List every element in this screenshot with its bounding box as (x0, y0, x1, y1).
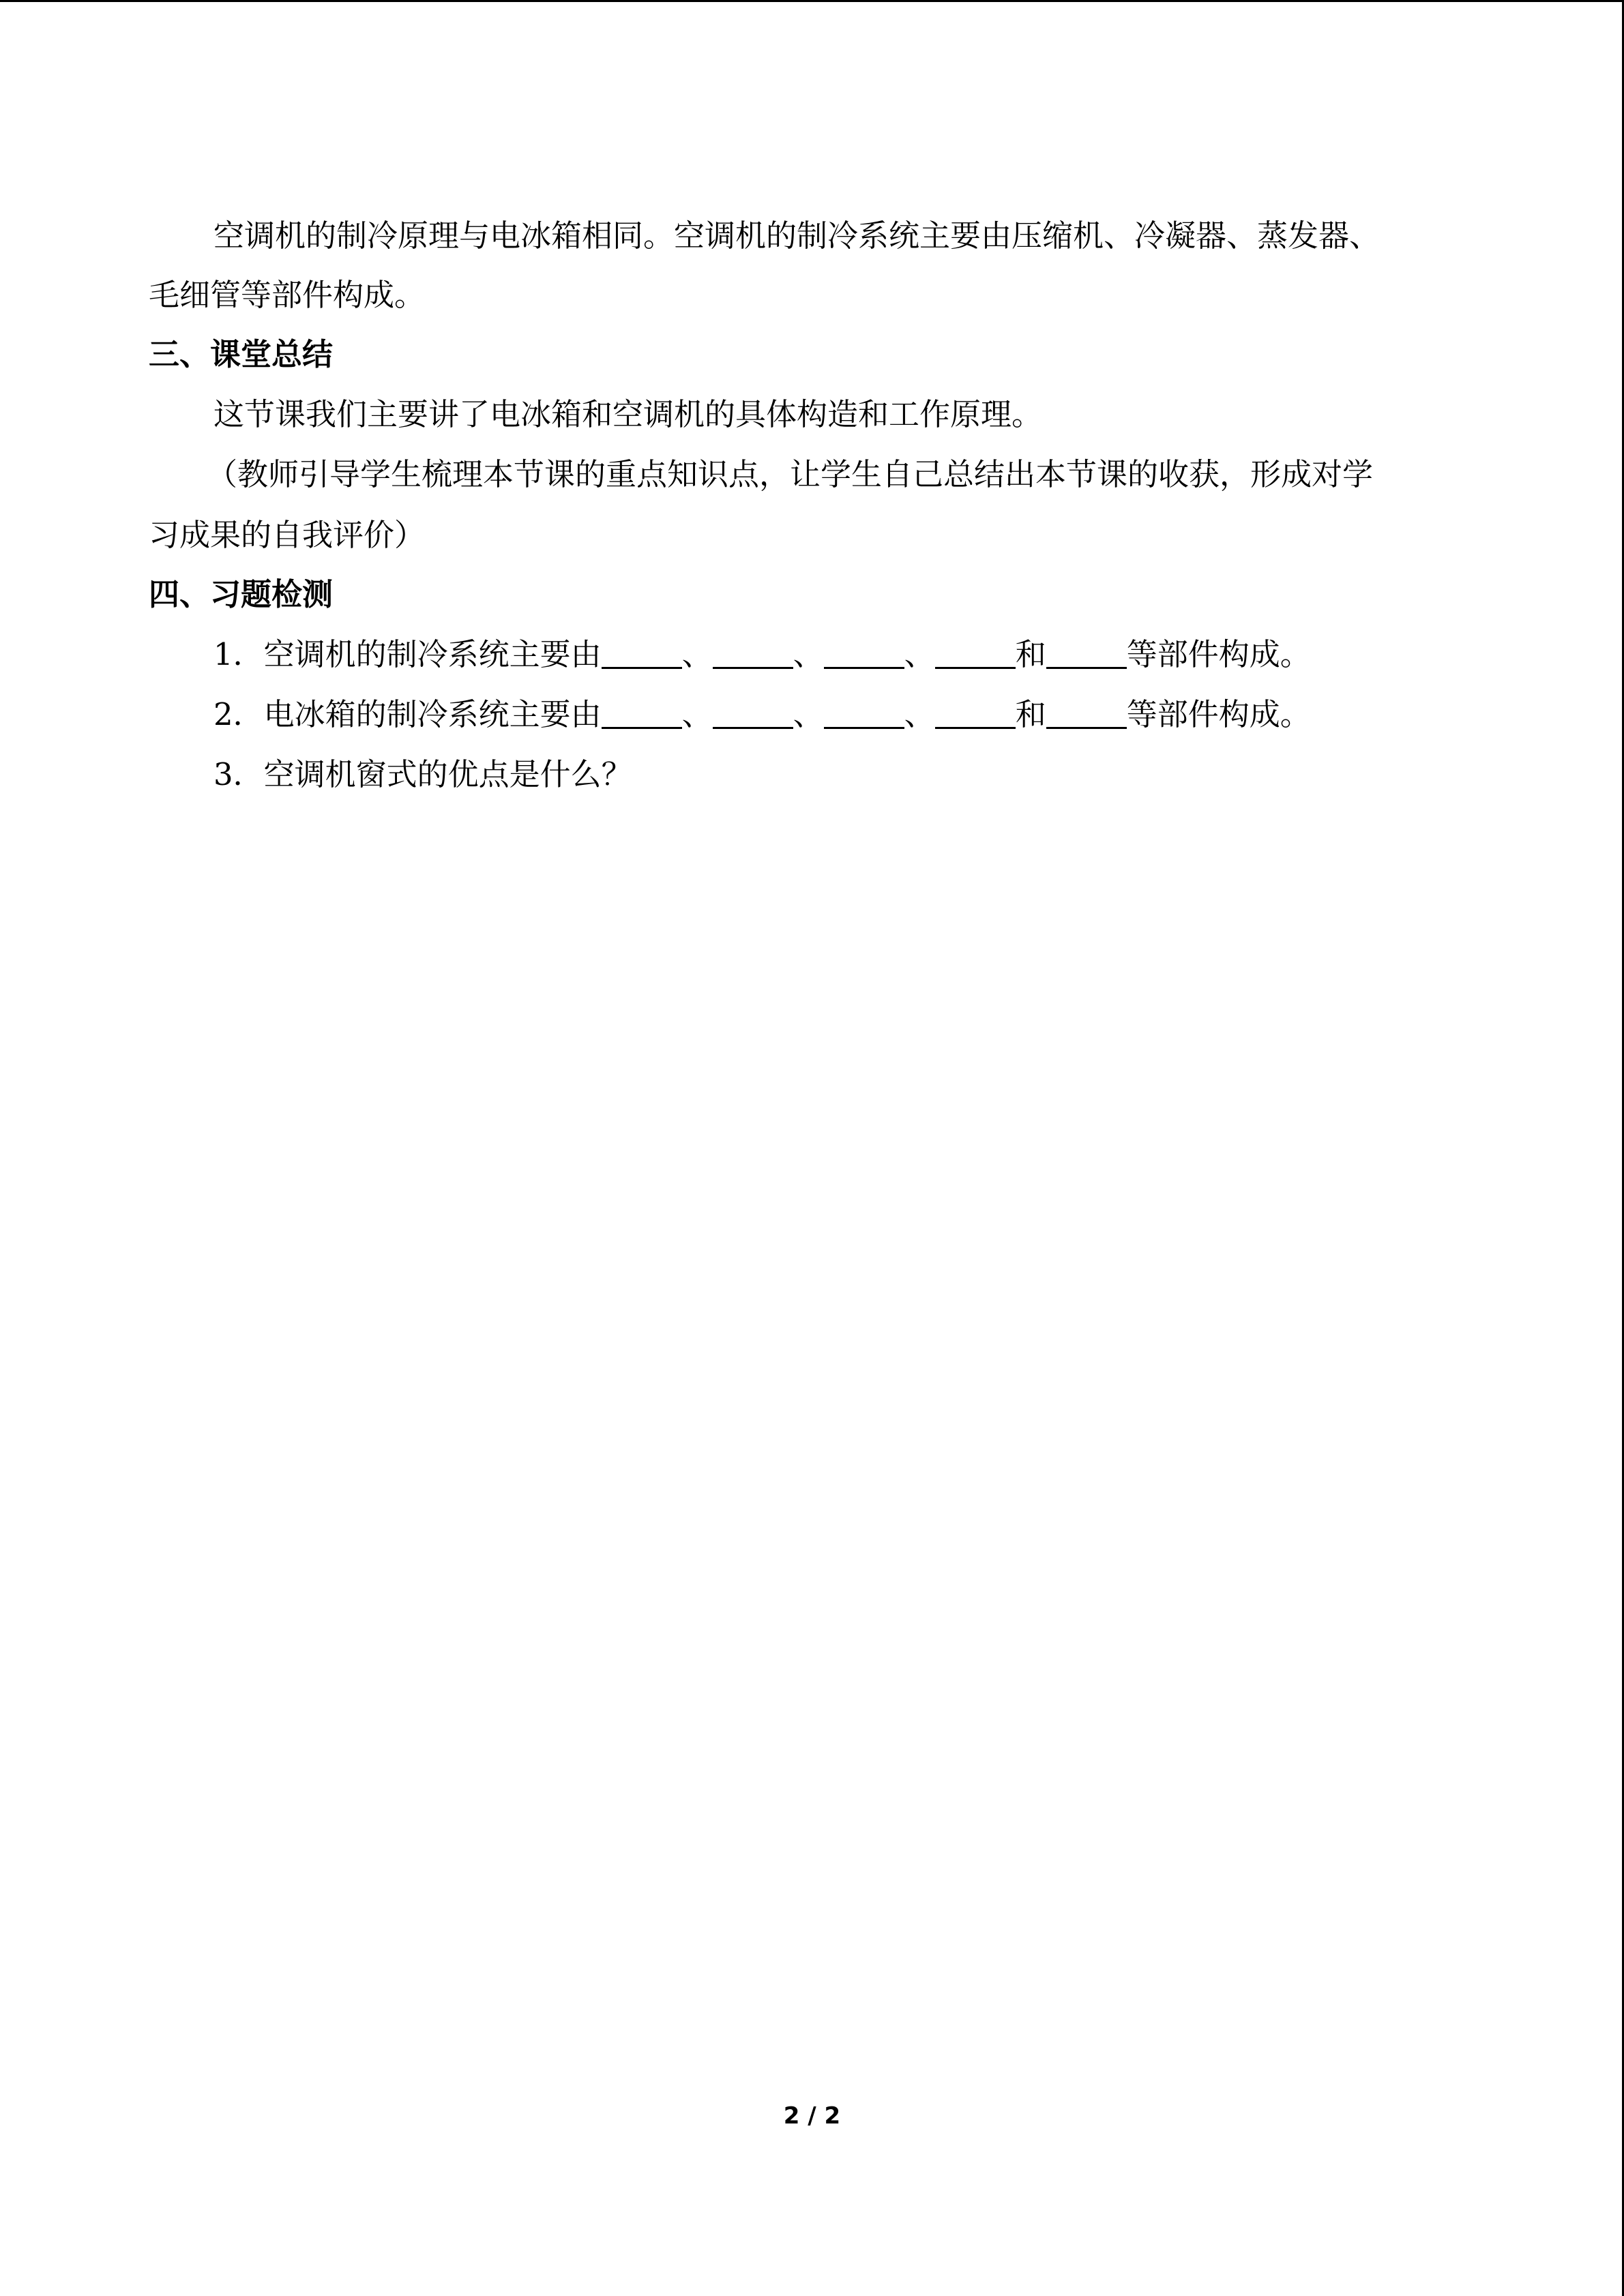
question-2-text: 2．电冰箱的制冷系统主要由 (213, 696, 602, 732)
answer-blank (824, 700, 904, 729)
answer-blank (1046, 700, 1127, 729)
paragraph-line: （教师引导学生梳理本节课的重点知识点，让学生自己总结出本节课的收获，形成对学 (207, 456, 1374, 492)
paragraph-line: 毛细管等部件构成。 (149, 277, 426, 313)
answer-blank (824, 640, 904, 669)
paragraph-line: 习成果的自我评价） (149, 517, 426, 553)
page-number: 2 / 2 (783, 2102, 841, 2130)
separator: 、 (904, 636, 935, 672)
answer-blank (602, 700, 682, 729)
question-2 (213, 694, 1311, 735)
paragraph-line: 空调机的制冷原理与电冰箱相同。空调机的制冷系统主要由压缩机、冷凝器、蒸发器、 (213, 218, 1381, 254)
question-2-suffix: 等部件构成。 (1126, 696, 1311, 732)
answer-blank (1046, 640, 1127, 669)
answer-blank (713, 640, 793, 669)
conjunction: 和 (1015, 636, 1046, 672)
answer-blank (935, 700, 1016, 729)
answer-blank (602, 640, 682, 669)
answer-blank (935, 640, 1016, 669)
separator: 、 (681, 636, 713, 672)
conjunction: 和 (1015, 696, 1046, 732)
section-heading-summary: 三、课堂总结 (149, 336, 334, 372)
question-1 (213, 634, 1311, 675)
section-heading-exercises: 四、习题检测 (149, 576, 334, 612)
top-border-line (0, 0, 1624, 2)
question-1-suffix: 等部件构成。 (1126, 636, 1311, 672)
separator: 、 (904, 696, 935, 732)
question-1-text: 1．空调机的制冷系统主要由 (213, 636, 602, 672)
separator: 、 (681, 696, 713, 732)
separator: 、 (793, 696, 824, 732)
answer-blank (713, 700, 793, 729)
separator: 、 (793, 636, 824, 672)
paragraph-line: 这节课我们主要讲了电冰箱和空调机的具体构造和工作原理。 (213, 396, 1043, 432)
question-3: 3．空调机窗式的优点是什么？ (213, 756, 632, 792)
